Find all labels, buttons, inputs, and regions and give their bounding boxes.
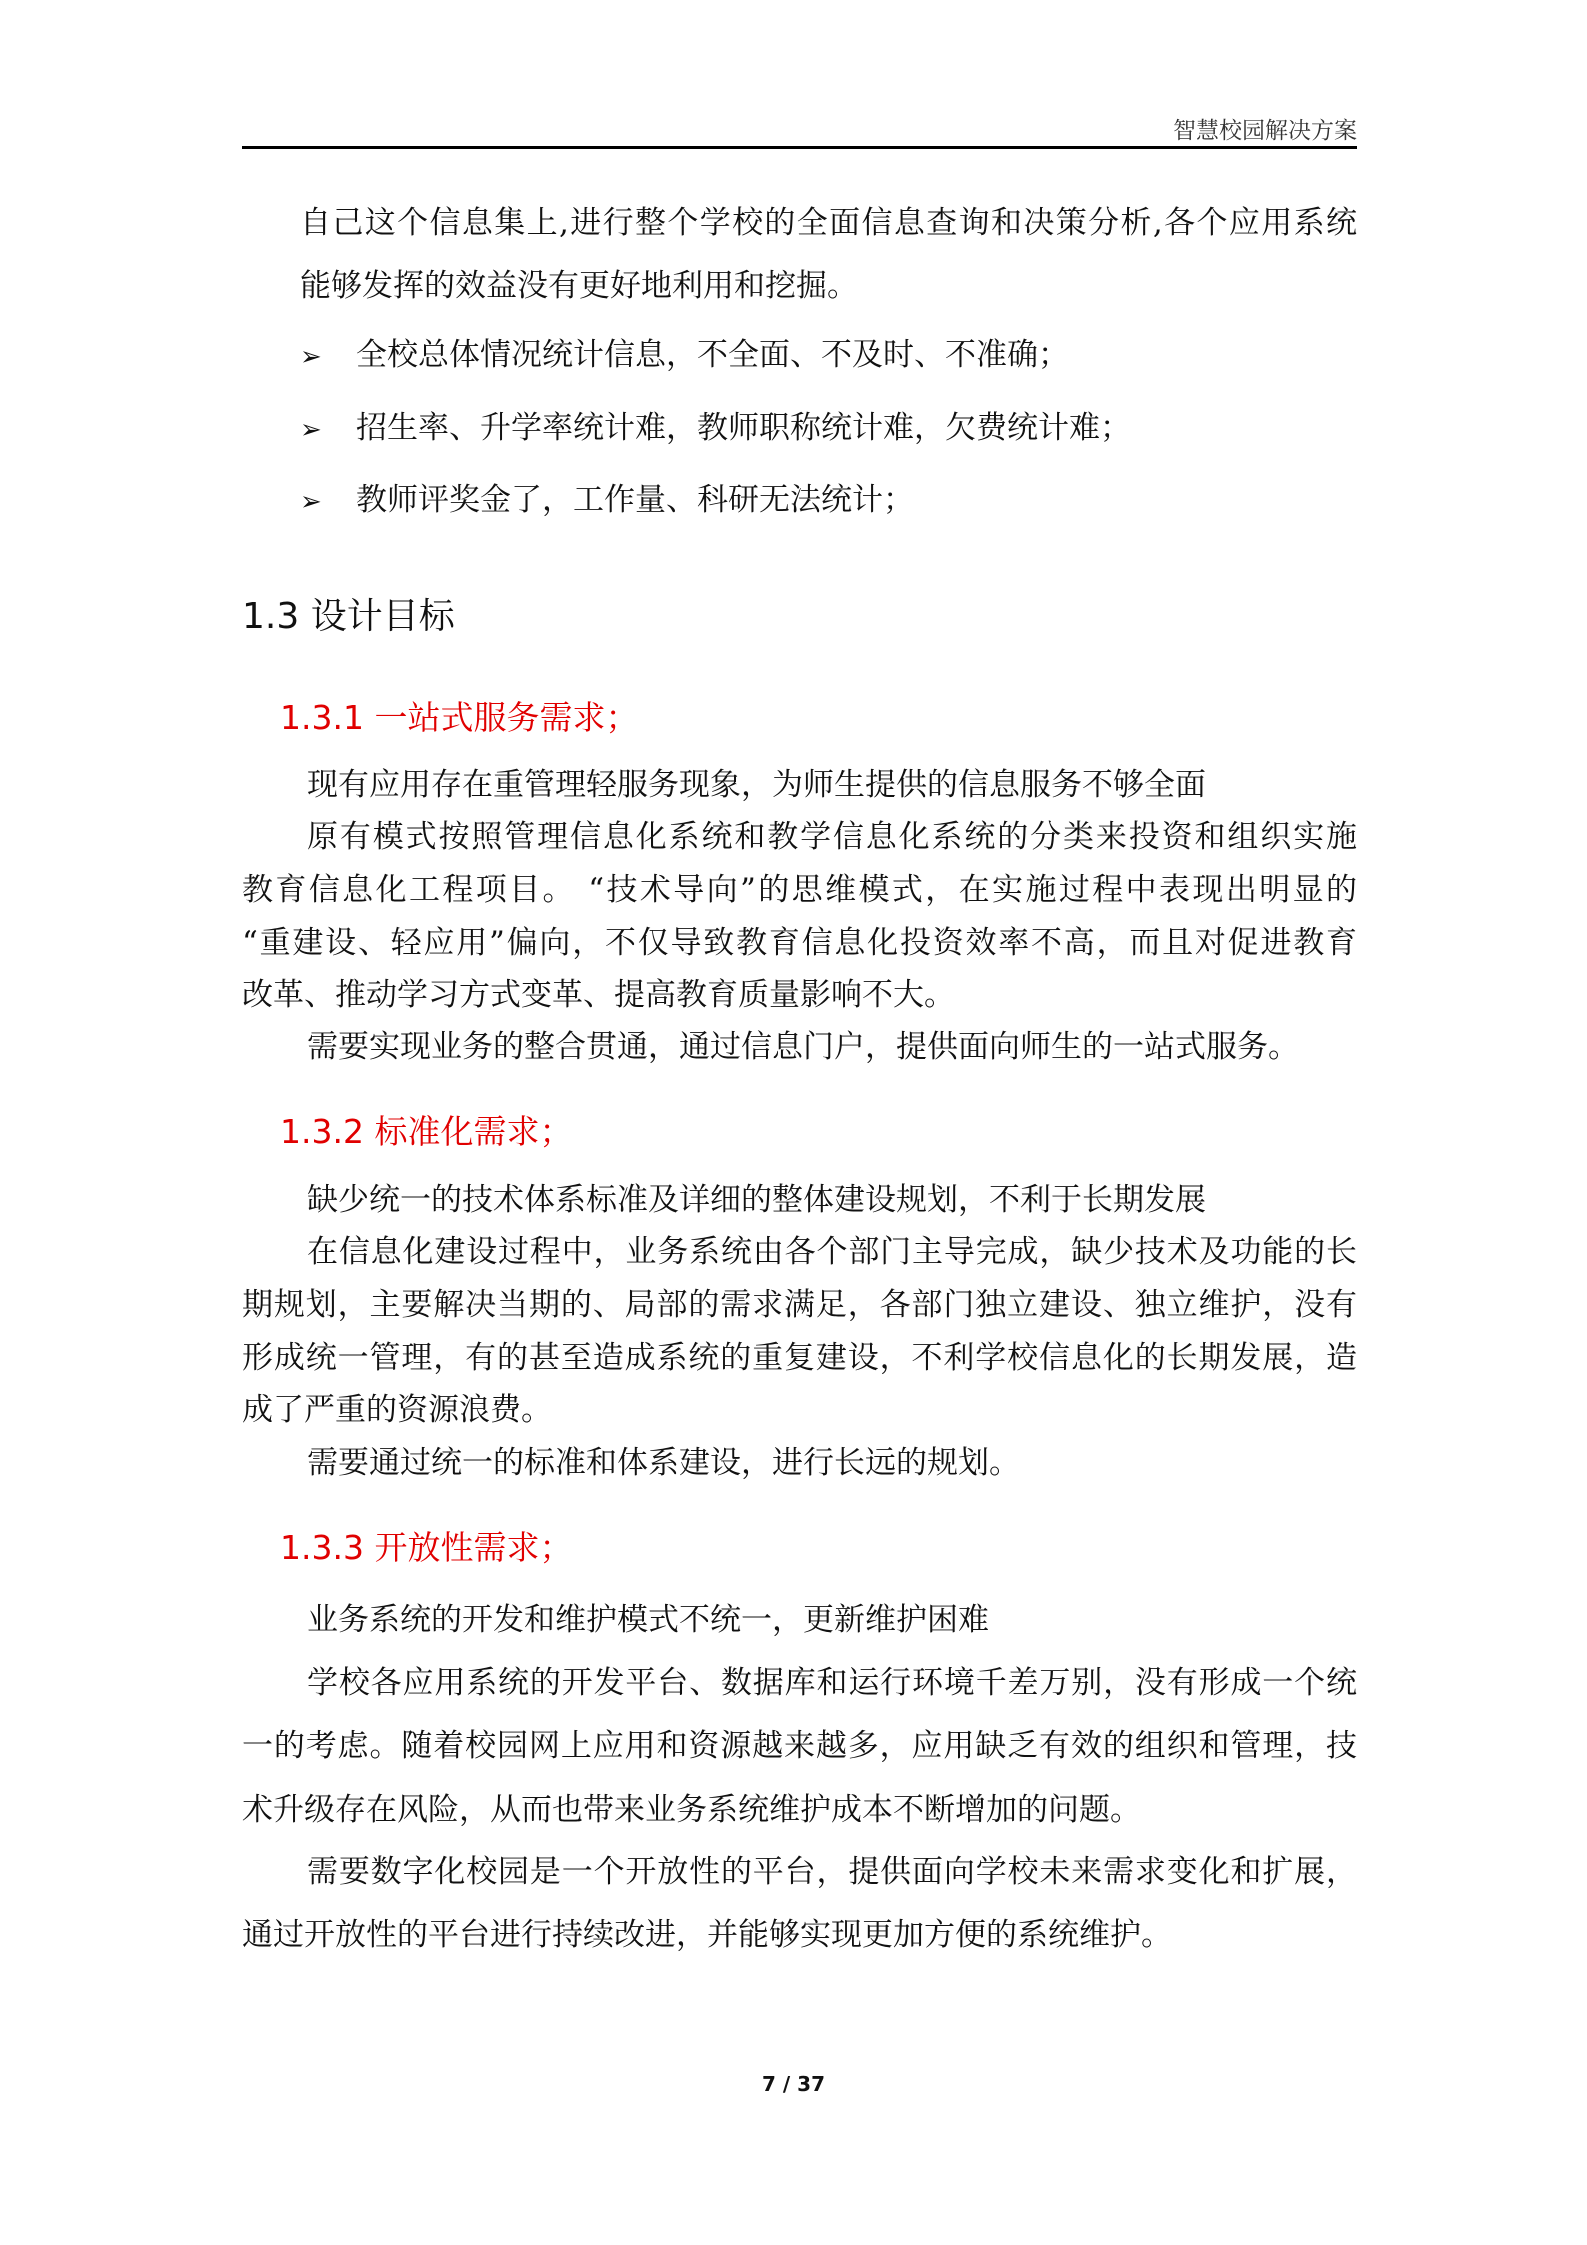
paragraph-line: 术升级存在风险，从而也带来业务系统维护成本不断增加的问题。 — [242, 1792, 1141, 1828]
arrow-bullet-icon: ➢ — [300, 415, 322, 445]
paragraph-line: 需要实现业务的整合贯通，通过信息门户，提供面向师生的一站式服务。 — [307, 1029, 1299, 1065]
arrow-bullet-icon: ➢ — [300, 342, 322, 372]
bullet-item — [300, 484, 1415, 518]
subsection-heading: 1.3.1 一站式服务需求； — [280, 698, 639, 737]
running-header: 智慧校园解决方案 — [1173, 118, 1357, 144]
paragraph-line: 一的考虑。随着校园网上应用和资源越来越多，应用缺乏有效的组织和管理，技 — [242, 1728, 1357, 1764]
paragraph-line: 在信息化建设过程中，业务系统由各个部门主导完成，缺少技术及功能的长 — [307, 1234, 1357, 1270]
paragraph-line: 自己这个信息集上,进行整个学校的全面信息查询和决策分析,各个应用系统 — [300, 205, 1357, 241]
paragraph-line: 教育信息化工程项目。 “技术导向”的思维模式，在实施过程中表现出明显的 — [242, 872, 1357, 908]
section-heading: 1.3 设计目标 — [242, 596, 455, 637]
paragraph-line: 学校各应用系统的开发平台、数据库和运行环境千差万别，没有形成一个统 — [307, 1665, 1357, 1701]
paragraph-line: 形成统一管理，有的甚至造成系统的重复建设，不利学校信息化的长期发展，造 — [242, 1340, 1357, 1376]
bullet-item — [300, 339, 1415, 373]
paragraph-line: 原有模式按照管理信息化系统和教学信息化系统的分类来投资和组织实施 — [307, 819, 1357, 855]
subsection-heading: 1.3.2 标准化需求； — [280, 1112, 573, 1151]
paragraph-line: 需要通过统一的标准和体系建设，进行长远的规划。 — [307, 1445, 1020, 1481]
bullet-text: 招生率、升学率统计难，教师职称统计难，欠费统计难； — [356, 410, 1131, 446]
paragraph-line: 能够发挥的效益没有更好地利用和挖掘。 — [300, 268, 858, 304]
paragraph-line: 需要数字化校园是一个开放性的平台，提供面向学校未来需求变化和扩展， — [307, 1854, 1357, 1890]
arrow-bullet-icon: ➢ — [300, 487, 322, 517]
paragraph-line: 期规划，主要解决当期的、局部的需求满足，各部门独立建设、独立维护，没有 — [242, 1287, 1357, 1323]
paragraph-line: 业务系统的开发和维护模式不统一，更新维护困难 — [307, 1602, 989, 1638]
subsection-heading: 1.3.3 开放性需求； — [280, 1528, 573, 1567]
bullet-text: 全校总体情况统计信息，不全面、不及时、不准确； — [356, 337, 1069, 373]
page-number: 7 / 37 — [762, 2072, 825, 2096]
header-rule — [242, 146, 1357, 149]
paragraph-line: 现有应用存在重管理轻服务现象，为师生提供的信息服务不够全面 — [307, 767, 1206, 803]
paragraph-line: “重建设、轻应用”偏向，不仅导致教育信息化投资效率不高，而且对促进教育 — [242, 925, 1357, 961]
paragraph-line: 成了严重的资源浪费。 — [242, 1392, 552, 1428]
bullet-text: 教师评奖金了，工作量、科研无法统计； — [356, 482, 914, 518]
bullet-item — [300, 412, 1415, 446]
paragraph-line: 缺少统一的技术体系标准及详细的整体建设规划，不利于长期发展 — [307, 1182, 1206, 1218]
paragraph-line: 改革、推动学习方式变革、提高教育质量影响不大。 — [242, 977, 955, 1013]
paragraph-line: 通过开放性的平台进行持续改进，并能够实现更加方便的系统维护。 — [242, 1917, 1172, 1953]
